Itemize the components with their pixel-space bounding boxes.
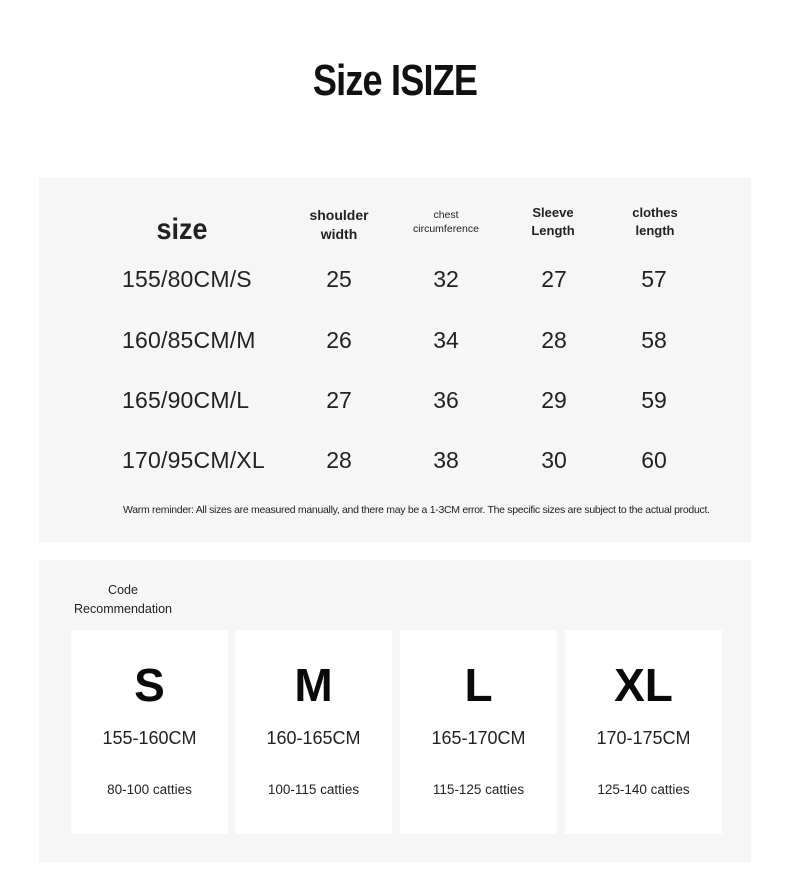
row-size: 170/95CM/XL <box>122 447 265 473</box>
row-sleeve: 28 <box>541 327 567 353</box>
header-chest-circumference <box>399 208 493 236</box>
header-clothes-length <box>613 204 697 239</box>
warm-reminder-note: Warm reminder: All sizes are measured manually, and there may be a 1-3CM error. The specific sizes are subject to the actual product. <box>123 504 710 516</box>
row-shoulder: 28 <box>326 447 352 473</box>
card-size-letter: M <box>294 659 333 711</box>
row-clothes: 58 <box>641 327 667 353</box>
card-weight-range: 100-115 catties <box>267 782 360 797</box>
row-chest: 38 <box>433 447 459 473</box>
header-sleeve-line1: Sleeve <box>532 205 574 220</box>
row-shoulder: 25 <box>326 266 352 292</box>
size-card-m <box>235 630 392 834</box>
header-chest-line1: chest <box>433 209 459 221</box>
card-weight-range: 115-125 catties <box>432 782 525 797</box>
header-size: size <box>156 213 208 246</box>
row-chest: 36 <box>433 387 459 413</box>
card-size-letter: S <box>134 659 165 711</box>
row-chest: 34 <box>433 327 459 353</box>
card-size-letter: L <box>464 659 493 711</box>
row-clothes: 57 <box>641 266 667 292</box>
row-clothes: 60 <box>641 447 667 473</box>
card-height-range: 165-170CM <box>431 728 526 748</box>
row-shoulder: 27 <box>326 387 352 413</box>
header-clothes-line2: length <box>635 222 675 238</box>
table-row <box>39 387 751 427</box>
row-size: 165/90CM/L <box>122 387 250 413</box>
header-sleeve-length <box>513 204 593 239</box>
row-sleeve: 27 <box>541 266 567 292</box>
size-card-s <box>71 630 228 834</box>
header-sleeve-line2: Length <box>531 222 575 238</box>
row-sleeve: 29 <box>541 387 567 413</box>
row-shoulder: 26 <box>326 327 352 353</box>
recommendation-label-line2: Recommendation <box>74 602 172 617</box>
card-height-range: 160-165CM <box>266 728 361 748</box>
table-row <box>39 327 751 367</box>
row-sleeve: 30 <box>541 447 567 473</box>
size-card-l <box>400 630 557 834</box>
table-row <box>39 447 751 487</box>
row-clothes: 59 <box>641 387 667 413</box>
row-chest: 32 <box>433 266 459 292</box>
size-recommendation-panel <box>39 560 751 862</box>
card-weight-range: 125-140 catties <box>597 782 690 797</box>
table-row <box>39 266 751 306</box>
recommendation-label-line1: Code <box>108 583 138 597</box>
card-height-range: 170-175CM <box>596 728 691 748</box>
header-clothes-line1: clothes <box>632 205 678 220</box>
header-shoulder-line1: shoulder <box>309 207 369 223</box>
card-size-letter: XL <box>614 659 673 711</box>
row-size: 160/85CM/M <box>122 327 256 353</box>
header-chest-line2: circumference <box>413 223 479 236</box>
size-chart-panel <box>39 178 751 542</box>
size-card-xl <box>565 630 722 834</box>
page-title: Size ISIZE <box>312 56 478 105</box>
card-weight-range: 80-100 catties <box>107 782 192 797</box>
header-shoulder-line2: width <box>320 225 358 242</box>
row-size: 155/80CM/S <box>122 266 252 292</box>
header-shoulder-width <box>299 206 379 244</box>
recommendation-label <box>71 581 175 620</box>
card-height-range: 155-160CM <box>102 728 197 748</box>
